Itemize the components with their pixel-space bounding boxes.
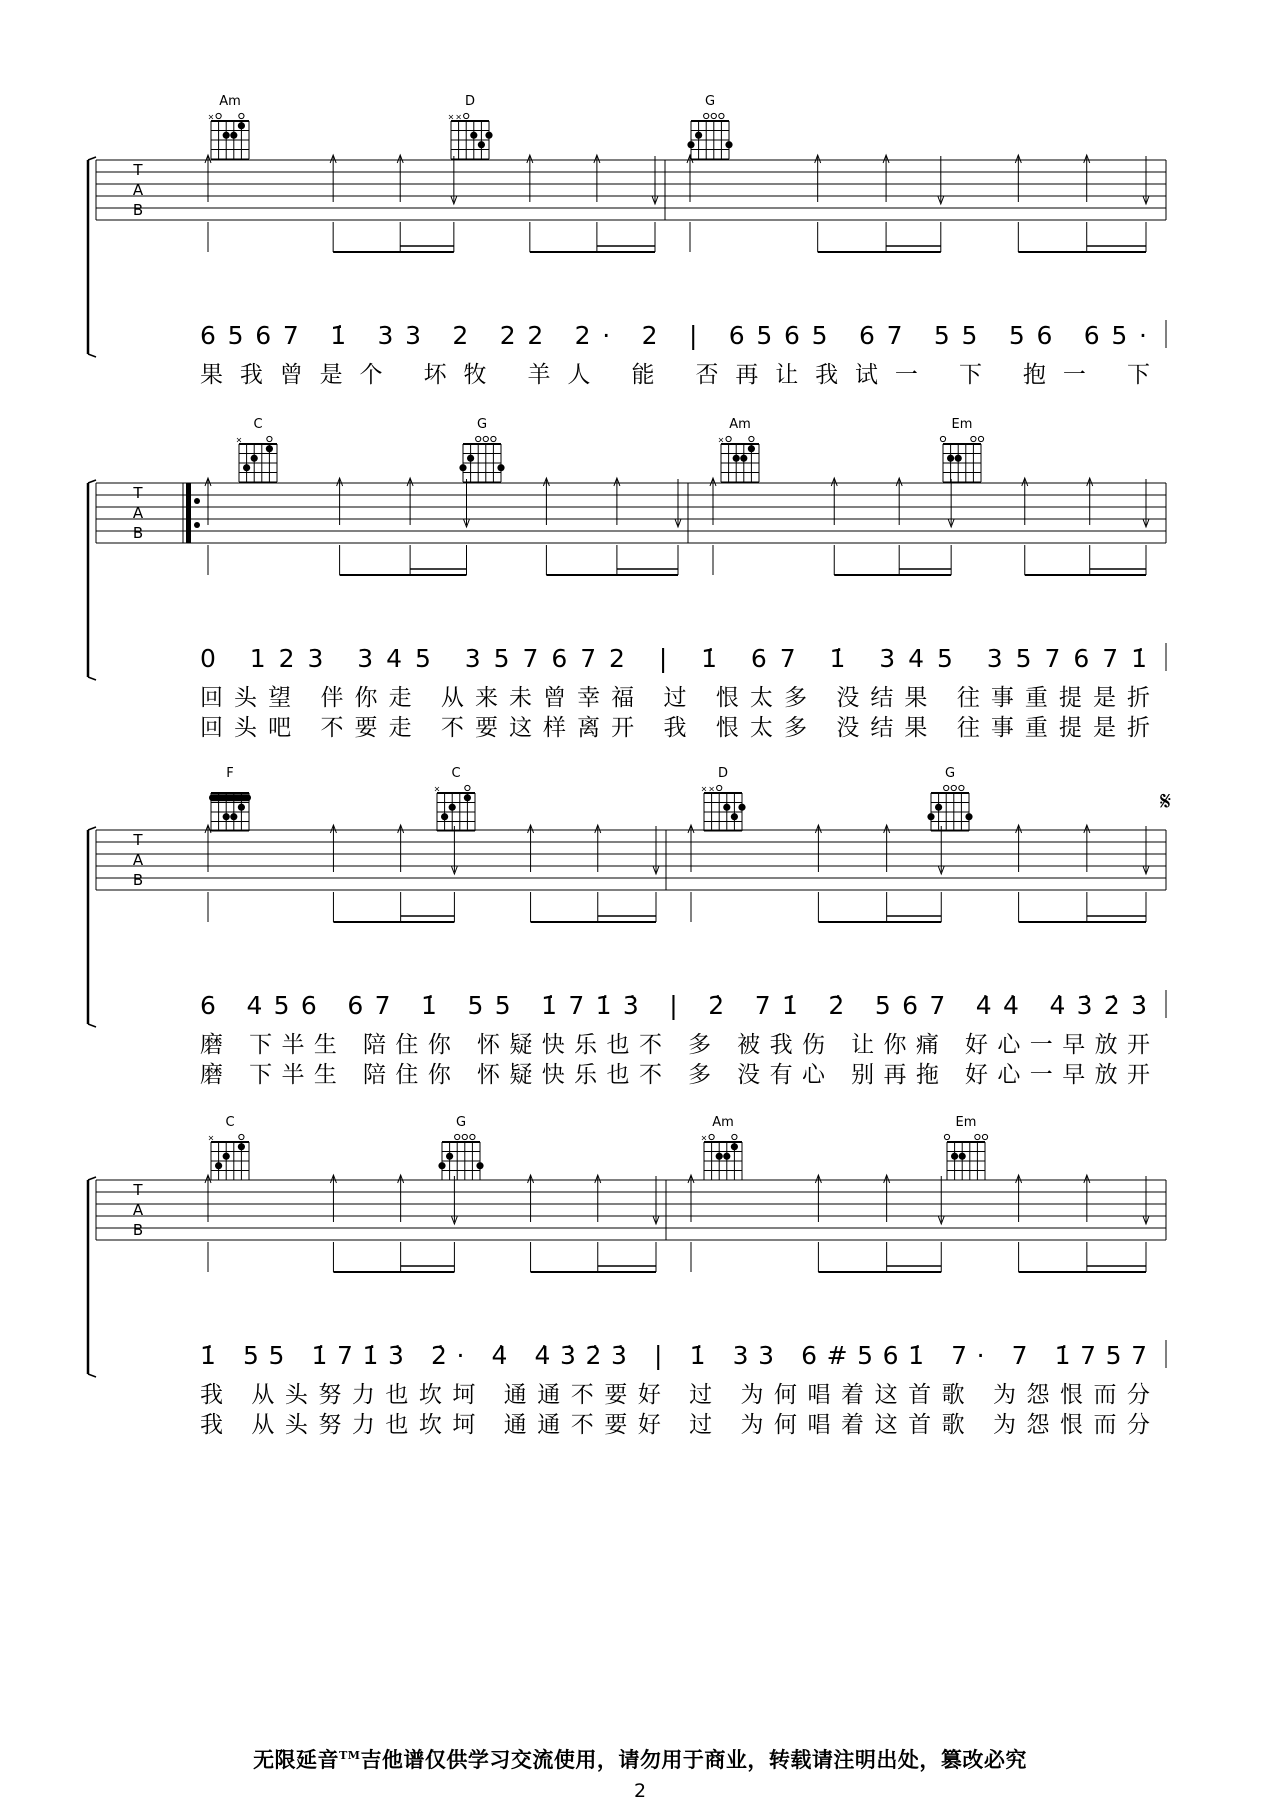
chord-name: Am <box>729 417 751 432</box>
open-string-marker <box>719 113 724 118</box>
muted-string-marker: × <box>207 112 215 122</box>
copyright-note <box>0 1744 1280 1774</box>
open-string-marker <box>709 1134 714 1139</box>
chord-name: D <box>464 94 476 109</box>
chord-diagram-d <box>701 766 746 831</box>
chord-name: G <box>944 766 956 781</box>
open-string-marker <box>959 785 964 790</box>
open-string-marker <box>470 1134 475 1139</box>
chord-name: C <box>451 766 461 781</box>
tab-clef-letter: T <box>133 831 143 849</box>
system-bracket-top <box>88 480 96 483</box>
tab-system-2 <box>88 478 1166 741</box>
chord-diagram-am <box>718 417 759 482</box>
finger-dot <box>723 804 730 811</box>
tab-clef-letter: B <box>132 524 144 542</box>
open-string-marker <box>239 1134 244 1139</box>
tab-clef-letter: B <box>132 871 144 889</box>
open-string-marker <box>726 436 731 441</box>
muted-string-marker: × <box>455 112 462 122</box>
tab-clef-letter: A <box>132 1201 144 1219</box>
finger-dot <box>935 804 942 811</box>
open-string-marker <box>940 436 945 441</box>
chord-diagram-am <box>208 94 249 159</box>
chord-diagram-c <box>208 1115 249 1180</box>
muted-string-marker: × <box>708 784 715 794</box>
system-bracket-bottom <box>88 1374 96 1377</box>
finger-dot <box>695 132 702 139</box>
finger-dot <box>748 445 755 452</box>
lyric-line: 回头吧 不要走 不要这样离开 我 恨太多 没结果 往事重提是折 <box>200 715 1151 741</box>
chord-name: D <box>717 766 729 781</box>
open-string-marker <box>464 113 469 118</box>
finger-dot <box>223 1153 230 1160</box>
tab-system-4 <box>88 1175 1166 1438</box>
finger-dot <box>485 132 492 139</box>
tab-clef-letter: A <box>132 181 144 199</box>
numbered-notation: 0 123 345 357672 | 1̇ 67 1̇ 345 357671̇ <box>200 644 1150 673</box>
finger-dot <box>927 813 934 820</box>
finger-dot <box>476 1162 483 1169</box>
open-string-marker <box>267 436 272 441</box>
tab-clef-letter: T <box>133 484 143 502</box>
open-string-marker <box>982 1134 987 1139</box>
muted-string-marker: × <box>717 435 725 445</box>
lyric-line: 磨 下半生 陪住你 怀疑快乐也不 多 被我伤 让你痛 好心一早放开 <box>200 1032 1150 1058</box>
lyric-line: 磨 下半生 陪住你 怀疑快乐也不 多 没有心 别再拖 好心一早放开 <box>200 1062 1150 1088</box>
finger-dot <box>251 455 258 462</box>
system-bracket-bottom <box>88 1024 96 1027</box>
chord-diagram-d <box>448 94 493 159</box>
open-string-marker <box>749 436 754 441</box>
chord-diagram-c <box>434 766 475 831</box>
numbered-notation: 6567 1̇ 33 2 22 2· 2 | 6565 67 55 56 65· <box>200 321 1151 350</box>
tab-clef-letter: B <box>132 1221 144 1239</box>
numbered-notation: 6 456 67 1̇ 55 1̇71̇3̇ | 2̇ 71̇ 2̇ 567 4̇4̇ 4̇3̇2̇3̇ <box>200 991 1151 1020</box>
open-string-marker <box>462 1134 467 1139</box>
open-string-marker <box>483 436 488 441</box>
finger-dot <box>470 132 477 139</box>
open-string-marker <box>455 1134 460 1139</box>
finger-dot <box>738 804 745 811</box>
chord-diagram-em <box>944 1115 987 1180</box>
finger-dot <box>446 1153 453 1160</box>
chord-diagram-g <box>438 1115 483 1180</box>
finger-dot <box>459 464 466 471</box>
chord-name: Em <box>955 1115 977 1130</box>
muted-string-marker: × <box>700 784 708 794</box>
open-string-marker <box>239 113 244 118</box>
tab-clef-letter: T <box>133 1181 143 1199</box>
chord-name: F <box>226 766 234 781</box>
chord-name: Em <box>951 417 973 432</box>
finger-dot <box>951 1153 958 1160</box>
finger-dot <box>215 1162 222 1169</box>
finger-dot <box>238 804 245 811</box>
chord-name: G <box>455 1115 467 1130</box>
tab-system-3 <box>88 784 1172 1088</box>
barre-marker <box>209 794 251 801</box>
repeat-thick-bar <box>186 483 191 543</box>
open-string-marker <box>711 113 716 118</box>
chord-name: Am <box>219 94 241 109</box>
tab-clef-letter: A <box>132 504 144 522</box>
finger-dot <box>478 141 485 148</box>
system-bracket-top <box>88 157 96 160</box>
finger-dot <box>238 122 245 129</box>
finger-dot <box>438 1162 445 1169</box>
chord-diagram-g <box>927 766 972 831</box>
finger-dot <box>687 141 694 148</box>
finger-dot <box>441 813 448 820</box>
lyric-line: 果我曾是个 坏牧 羊人 能 否再让我试一 下 抱一 下 <box>200 362 1151 388</box>
finger-dot <box>723 1153 730 1160</box>
open-string-marker <box>971 436 976 441</box>
finger-dot <box>223 132 230 139</box>
repeat-dot <box>194 522 200 528</box>
finger-dot <box>740 455 747 462</box>
chord-diagram-am <box>701 1115 742 1180</box>
finger-dot <box>497 464 504 471</box>
chord-diagram-g <box>687 94 732 159</box>
finger-dot <box>230 813 237 820</box>
finger-dot <box>725 141 732 148</box>
chord-name: G <box>476 417 488 432</box>
finger-dot <box>733 455 740 462</box>
open-string-marker <box>717 785 722 790</box>
open-string-marker <box>951 785 956 790</box>
finger-dot <box>243 464 250 471</box>
finger-dot <box>731 813 738 820</box>
footer-brand: 无限延音 <box>253 1747 340 1772</box>
open-string-marker <box>732 1134 737 1139</box>
finger-dot <box>731 1143 738 1150</box>
muted-string-marker: × <box>447 112 455 122</box>
page-number: 2 <box>633 1780 647 1802</box>
chord-name: C <box>225 1115 235 1130</box>
open-string-marker <box>978 436 983 441</box>
system-bracket-top <box>88 1177 96 1180</box>
numbered-notation: 1̇ 55 1̇71̇3̇ 2̇· 4̇ 4̇3̇2̇3̇ | 1̇ 33 6#561̇ 7· 7 1̇757 <box>200 1341 1150 1370</box>
chord-name: C <box>253 417 263 432</box>
finger-dot <box>955 455 962 462</box>
finger-dot <box>464 794 471 801</box>
chord-name: Am <box>712 1115 734 1130</box>
footer-text: 吉他谱仅供学习交流使用，请勿用于商业，转载请注明出处，篡改必究 <box>360 1747 1027 1772</box>
chord-name: G <box>704 94 716 109</box>
repeat-dot <box>194 498 200 504</box>
segno-sign: 𝄋 <box>1160 787 1172 817</box>
open-string-marker <box>944 1134 949 1139</box>
finger-dot <box>223 813 230 820</box>
lyric-line: 我 从头努力也坎坷 通通不要好 过 为何唱着这首歌 为怨恨而分 <box>200 1412 1151 1438</box>
finger-dot <box>947 455 954 462</box>
muted-string-marker: × <box>207 1133 215 1143</box>
chord-diagram-f <box>209 766 251 831</box>
finger-dot <box>238 1143 245 1150</box>
open-string-marker <box>465 785 470 790</box>
muted-string-marker: × <box>235 435 243 445</box>
tab-clef-letter: B <box>132 201 144 219</box>
finger-dot <box>965 813 972 820</box>
open-string-marker <box>476 436 481 441</box>
chord-diagram-c <box>236 417 277 482</box>
finger-dot <box>266 445 273 452</box>
finger-dot <box>230 132 237 139</box>
finger-dot <box>449 804 456 811</box>
finger-dot <box>467 455 474 462</box>
lyric-line: 我 从头努力也坎坷 通通不要好 过 为何唱着这首歌 为怨恨而分 <box>200 1382 1151 1408</box>
tab-clef-letter: T <box>133 161 143 179</box>
chord-diagram-em <box>940 417 983 482</box>
muted-string-marker: × <box>433 784 441 794</box>
tab-system-1 <box>88 155 1166 388</box>
open-string-marker <box>216 113 221 118</box>
finger-dot <box>716 1153 723 1160</box>
muted-string-marker: × <box>700 1133 708 1143</box>
open-string-marker <box>944 785 949 790</box>
lyric-line: 回头望 伴你走 从来未曾幸福 过 恨太多 没结果 往事重提是折 <box>200 685 1151 711</box>
open-string-marker <box>975 1134 980 1139</box>
chord-diagram-g <box>459 417 504 482</box>
trademark-mark: TM <box>339 1749 361 1762</box>
finger-dot <box>959 1153 966 1160</box>
system-bracket-top <box>88 827 96 830</box>
open-string-marker <box>491 436 496 441</box>
tab-clef-letter: A <box>132 851 144 869</box>
system-bracket-bottom <box>88 677 96 680</box>
open-string-marker <box>704 113 709 118</box>
system-bracket-bottom <box>88 354 96 357</box>
